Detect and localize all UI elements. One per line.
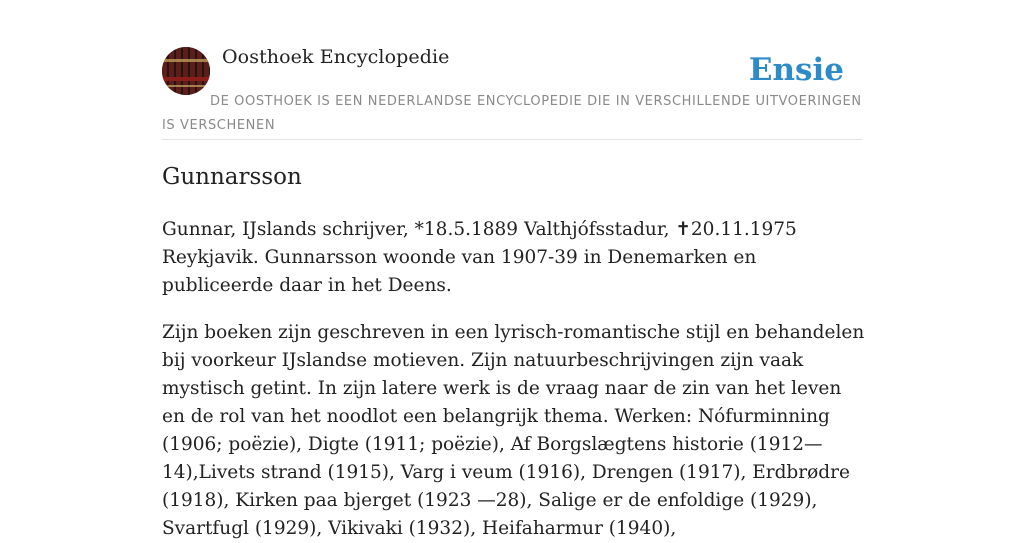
site-logo-avatar[interactable] — [162, 47, 210, 95]
article-title: Gunnarsson — [162, 164, 302, 190]
logo-band — [162, 85, 210, 87]
article-paragraph: Zijn boeken zijn geschreven in een lyrisch-romantische stijl en behandelen bij voorkeur IJslandse motieven. Zijn natuurbeschrijvingen zijn vaak mystisch getint. In zijn latere werk is de vraag naar de zin van het leven en de rol van het noodlot een belangrijk thema. Werken: Nófurminning (1906; poëzie), Digte (1911; poëzie), Af Borgslægtens historie (1912—14),Livets strand (1915), Varg i veum (1916), Drengen (1917), Erdbrødre (1918), Kirken paa bjerget (1923 —28), Salige er de enfoldige (1929), Svartfugl (1929), Vikivaki (1932), Heifaharmur (1940), — [162, 322, 865, 539]
brand-logo-link[interactable]: Ensie — [748, 52, 844, 88]
logo-band — [162, 59, 210, 62]
site-header — [162, 0, 862, 140]
site-tagline: DE OOSTHOEK IS EEN NEDERLANDSE ENCYCLOPEDIE DIE IN VERSCHILLENDE UITVOERINGEN IS VERSCHENEN — [162, 94, 862, 133]
book-spines-icon — [162, 47, 210, 95]
logo-band — [162, 77, 210, 81]
article-paragraph: Gunnar, IJslands schrijver, *18.5.1889 Valthjófsstadur, ✝20.11.1975 Reykjavik. Gunnarsson woonde van 1907-39 in Denemarken en publiceerde daar in het Deens. — [162, 219, 797, 296]
site-name-link[interactable]: Oosthoek Encyclopedie — [222, 46, 450, 68]
page-container — [162, 0, 865, 539]
